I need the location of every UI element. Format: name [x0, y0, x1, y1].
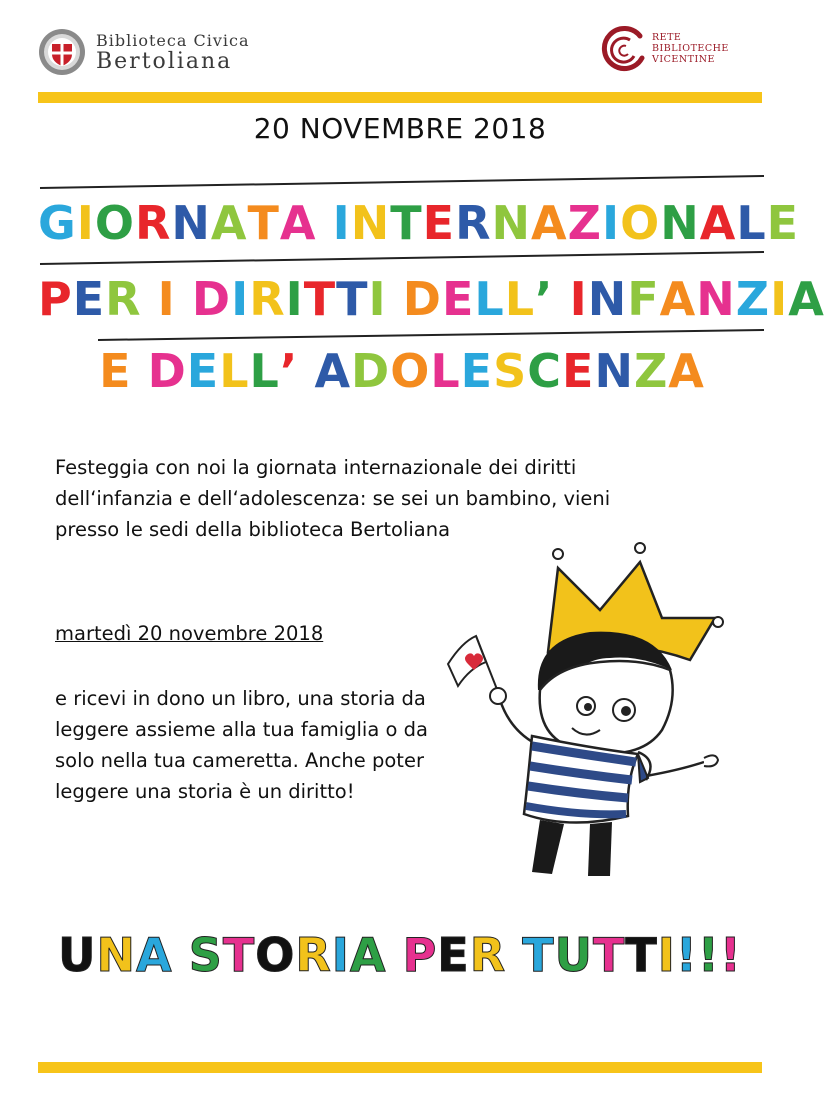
- banner-line-1-text: GIORNATA INTERNAZIONALE: [38, 196, 800, 250]
- rete-swirl-icon: [600, 26, 648, 74]
- intro-paragraph: Festeggia con noi la giornata internazionale dei diritti dell‘infanzia e dell‘adolescenza: se sei un bambino, vieni presso le sedi della biblioteca Bertoliana: [55, 456, 611, 541]
- banner-line-3-text: E DELL’ ADOLESCENZA: [99, 344, 705, 398]
- network-name-line2: BIBLIOTECHE: [652, 43, 729, 54]
- details-paragraph: e ricevi in dono un libro, una storia da leggere assieme alla tua famiglia o da solo nella tua cameretta. Anche poter leggere una storia è un diritto!: [55, 687, 428, 803]
- banner-line-2: [38, 272, 825, 326]
- banner-line-1: [38, 196, 800, 250]
- child-with-crown-illustration: [440, 540, 740, 890]
- slogan: [0, 928, 800, 982]
- banner-line-2-text: PER I DIRITTI DELL’ INFANZIA: [38, 272, 825, 326]
- network-name-line1: RETE: [652, 32, 682, 43]
- event-date-heading: 20 NOVEMBRE 2018: [253, 112, 547, 145]
- network-name: [652, 32, 729, 65]
- network-name-line3: VICENTINE: [652, 54, 715, 65]
- library-name-line1: Biblioteca Civica: [96, 31, 250, 50]
- library-name: [96, 32, 316, 74]
- network-logo[interactable]: [600, 26, 770, 78]
- event-date-line: martedì 20 novembre 2018: [55, 622, 324, 645]
- title-banner: [38, 168, 825, 418]
- banner-line-3: [38, 344, 766, 398]
- top-accent-bar: [38, 92, 762, 103]
- library-seal-icon: [38, 28, 86, 76]
- bottom-accent-bar: [38, 1062, 762, 1073]
- slogan-text: UNA STORIA PER TUTTI!!!: [58, 928, 742, 982]
- library-name-line2: Bertoliana: [96, 49, 233, 74]
